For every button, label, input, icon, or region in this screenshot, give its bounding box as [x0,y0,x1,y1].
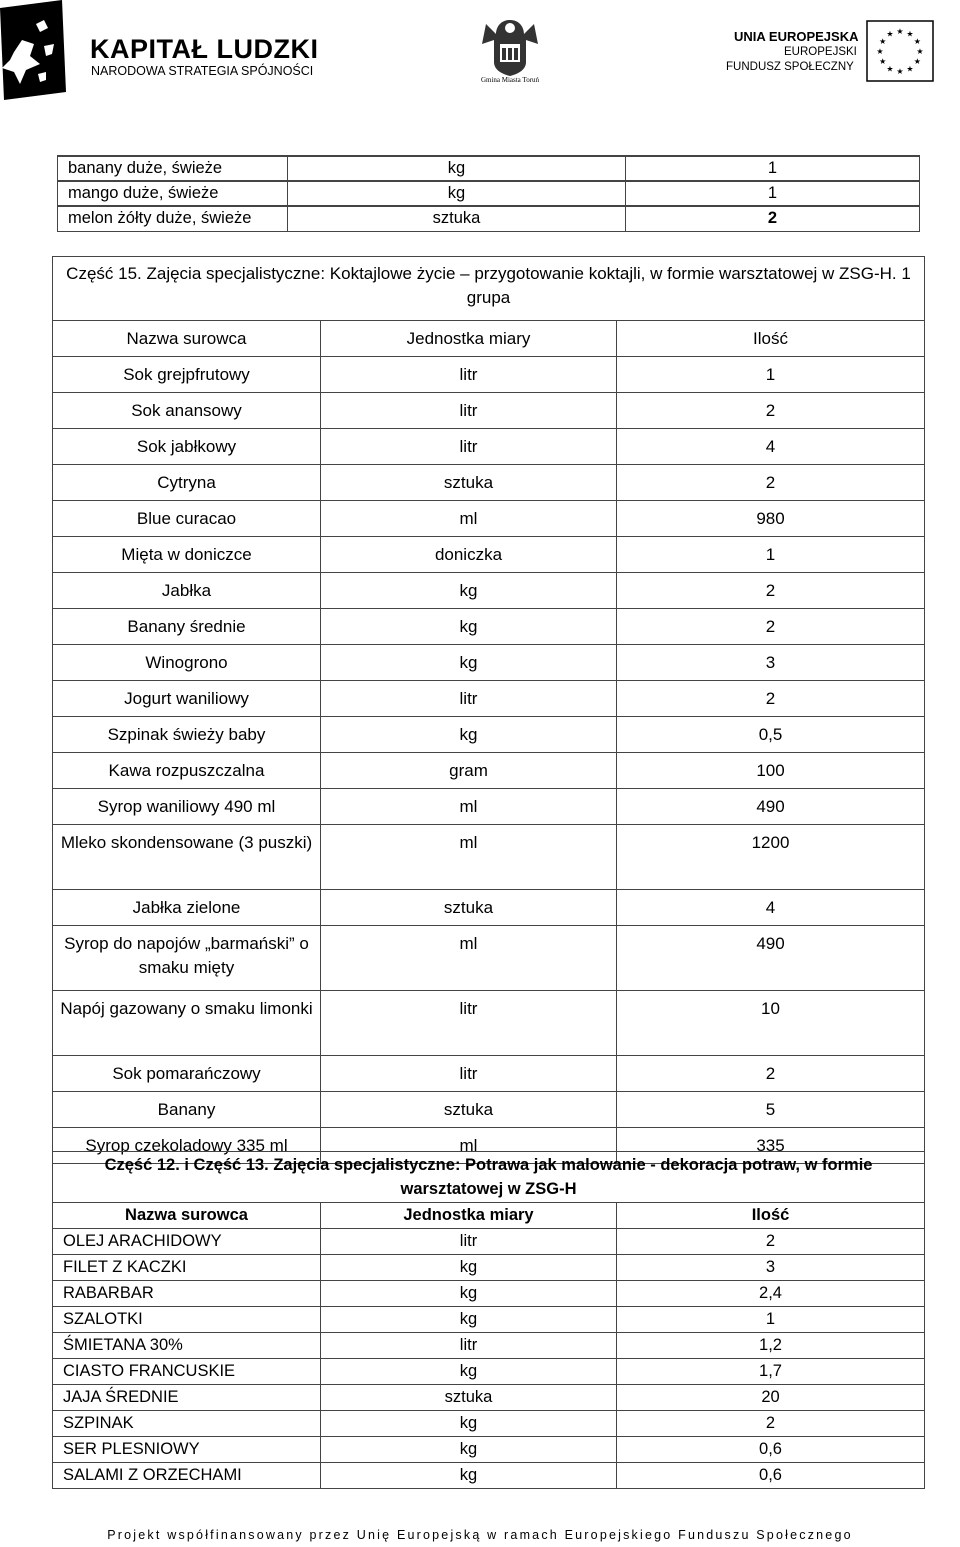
header-unit: Jednostka miary [321,1203,617,1229]
eu-star-icon: ★ [913,57,921,66]
ingredient-unit: litr [321,429,617,465]
ingredient-quantity: 1 [617,357,925,393]
kapital-ludzki-logo [0,0,319,100]
ingredient-unit: kg [321,1307,617,1333]
ingredient-name: CIASTO FRANCUSKIE [53,1359,321,1385]
ingredient-unit: sztuka [321,1092,617,1128]
ingredient-name: Sok jabłkowy [53,429,321,465]
ingredient-unit: ml [321,501,617,537]
ingredient-unit: kg [288,156,626,181]
table-row [53,537,925,573]
ingredient-name: Kawa rozpuszczalna [53,753,321,789]
table-row [53,825,925,890]
ingredient-quantity: 0,5 [617,717,925,753]
ingredient-unit: kg [321,573,617,609]
ingredient-name: Mięta w doniczce [53,537,321,573]
food-decoration-workshop-table [52,1151,925,1489]
ingredient-unit: kg [321,1359,617,1385]
ingredient-name: Sok anansowy [53,393,321,429]
table-row [53,573,925,609]
eu-star-icon: ★ [896,27,904,36]
ingredient-unit: kg [321,1463,617,1489]
ingredient-quantity: 5 [617,1092,925,1128]
ingredient-unit: ml [321,1128,617,1164]
table-row [53,1411,925,1437]
table-row [53,1255,925,1281]
ingredient-name: Szpinak świeży baby [53,717,321,753]
eu-star-icon: ★ [913,37,921,46]
ingredient-quantity: 2 [617,1056,925,1092]
eu-logo-line2: EUROPEJSKI [784,46,857,58]
ingredient-name: Banany średnie [53,609,321,645]
eu-star-icon: ★ [896,67,904,76]
page-footer: Projekt współfinansowany przez Unię Europejską w ramach Europejskiego Funduszu Społecznego [107,1528,853,1542]
table-row [53,753,925,789]
header-name: Nazwa surowca [53,321,321,357]
table-row [53,1056,925,1092]
ingredient-name: Napój gazowany o smaku limonki [53,991,321,1056]
table-row [53,465,925,501]
ingredient-quantity: 980 [617,501,925,537]
ingredient-quantity: 100 [617,753,925,789]
ingredient-unit: gram [321,753,617,789]
ingredient-quantity: 1 [617,537,925,573]
ingredient-quantity: 2 [617,1411,925,1437]
table-row [53,1385,925,1411]
table-row [53,1463,925,1489]
torun-caption: Gmina Miasta Toruń [480,76,540,84]
ingredient-quantity: 4 [617,890,925,926]
ingredient-unit: sztuka [321,465,617,501]
cocktail-workshop-title: Część 15. Zajęcia specjalistyczne: Koktajlowe życie – przygotowanie koktajli, w formie warsztatowej w ZSG-H. 1 grupa [53,257,925,321]
ingredient-unit: litr [321,357,617,393]
ingredient-unit: kg [321,609,617,645]
food-decoration-workshop-title: Część 12. i Część 13. Zajęcia specjalistyczne: Potrawa jak malowanie - dekoracja potraw, w formie warsztatowej w ZSG-H [53,1152,925,1203]
table-row [53,393,925,429]
ingredient-name: Syrop waniliowy 490 ml [53,789,321,825]
eu-star-icon: ★ [879,57,887,66]
eu-star-icon: ★ [886,29,894,39]
ingredient-name: OLEJ ARACHIDOWY [53,1229,321,1255]
ingredient-unit: kg [321,645,617,681]
eu-logo [726,20,960,90]
ingredient-quantity: 1,7 [617,1359,925,1385]
ingredients-table-continued [57,155,920,232]
header-unit: Jednostka miary [321,321,617,357]
page-header [0,0,960,110]
ingredient-quantity: 0,6 [617,1463,925,1489]
eu-star-icon: ★ [879,37,887,46]
table-row [53,501,925,537]
ingredient-quantity: 10 [617,991,925,1056]
table-row [53,789,925,825]
ingredient-unit: litr [321,991,617,1056]
ingredient-quantity: 3 [617,1255,925,1281]
ingredient-unit: sztuka [321,890,617,926]
kapital-ludzki-subtitle: NARODOWA STRATEGIA SPÓJNOŚCI [91,64,314,78]
ingredient-quantity: 335 [617,1128,925,1164]
eu-flag-icon [866,20,934,82]
ingredient-quantity: 1,2 [617,1333,925,1359]
eu-star-icon: ★ [886,64,894,74]
kapital-ludzki-emblem-icon [0,0,80,100]
table-row [53,609,925,645]
table-row [53,1229,925,1255]
ingredient-unit: kg [288,181,626,206]
eu-logo-line3: FUNDUSZ SPOŁECZNY [726,61,854,73]
table-row [53,429,925,465]
header-quantity: Ilość [617,321,925,357]
ingredient-name: Sok grejpfrutowy [53,357,321,393]
ingredient-unit: litr [321,681,617,717]
eu-star-icon: ★ [876,47,884,56]
table-row [53,926,925,991]
angel-coat-of-arms-icon [478,14,542,78]
ingredient-quantity: 1200 [617,825,925,890]
table-row [58,156,920,181]
ingredient-name: SZALOTKI [53,1307,321,1333]
table-row [53,1437,925,1463]
ingredient-quantity: 2 [626,206,920,231]
eu-star-icon: ★ [906,64,914,74]
ingredient-name: Syrop do napojów „barmański” o smaku mięty [53,926,321,991]
ingredient-name: Syrop czekoladowy 335 ml [53,1128,321,1164]
ingredient-quantity: 4 [617,429,925,465]
table-row [53,645,925,681]
table-row [58,181,920,206]
table-row [53,1333,925,1359]
ingredient-name: Blue curacao [53,501,321,537]
table-row [53,1092,925,1128]
ingredient-quantity: 2,4 [617,1281,925,1307]
ingredient-name: RABARBAR [53,1281,321,1307]
ingredient-name: Sok pomarańczowy [53,1056,321,1092]
ingredient-quantity: 3 [617,645,925,681]
ingredient-quantity: 490 [617,789,925,825]
table-row [58,206,920,231]
table-row [53,681,925,717]
ingredient-name: Mleko skondensowane (3 puszki) [53,825,321,890]
ingredient-name: Jabłka [53,573,321,609]
table-row [53,1307,925,1333]
ingredient-quantity: 2 [617,1229,925,1255]
ingredient-unit: ml [321,926,617,991]
ingredient-unit: kg [321,1411,617,1437]
ingredient-unit: kg [321,1437,617,1463]
table-row [53,991,925,1056]
ingredient-unit: litr [321,393,617,429]
ingredient-quantity: 2 [617,393,925,429]
ingredient-name: mango duże, świeże [58,181,288,206]
table-row [53,717,925,753]
ingredient-unit: sztuka [321,1385,617,1411]
table-row [53,357,925,393]
ingredient-quantity: 0,6 [617,1437,925,1463]
ingredient-unit: litr [321,1056,617,1092]
ingredient-name: Banany [53,1092,321,1128]
ingredient-quantity: 1 [626,156,920,181]
eu-logo-line1: UNIA EUROPEJSKA [734,29,859,44]
ingredient-name: banany duże, świeże [58,156,288,181]
ingredient-quantity: 20 [617,1385,925,1411]
eu-star-icon: ★ [916,47,924,56]
ingredient-quantity: 2 [617,681,925,717]
ingredient-quantity: 2 [617,609,925,645]
ingredient-name: Winogrono [53,645,321,681]
eu-star-icon: ★ [906,29,914,39]
ingredient-name: SZPINAK [53,1411,321,1437]
ingredient-unit: ml [321,789,617,825]
ingredient-quantity: 2 [617,465,925,501]
ingredient-name: Jabłka zielone [53,890,321,926]
ingredient-quantity: 490 [617,926,925,991]
ingredient-unit: litr [321,1333,617,1359]
ingredient-name: FILET Z KACZKI [53,1255,321,1281]
table-row [53,1359,925,1385]
header-name: Nazwa surowca [53,1203,321,1229]
ingredient-name: ŚMIETANA 30% [53,1333,321,1359]
ingredient-unit: doniczka [321,537,617,573]
ingredient-unit: sztuka [288,206,626,231]
kapital-ludzki-title: KAPITAŁ LUDZKI [90,34,319,64]
ingredient-name: SALAMI Z ORZECHAMI [53,1463,321,1489]
ingredient-unit: kg [321,1255,617,1281]
ingredient-unit: ml [321,825,617,890]
ingredient-name: JAJA ŚREDNIE [53,1385,321,1411]
ingredient-unit: kg [321,1281,617,1307]
table-row [53,890,925,926]
ingredient-name: Cytryna [53,465,321,501]
ingredient-name: SER PLESNIOWY [53,1437,321,1463]
cocktail-workshop-table [52,256,925,1164]
ingredient-quantity: 1 [626,181,920,206]
table-row [53,1281,925,1307]
ingredient-name: melon żółty duże, świeże [58,206,288,231]
ingredient-unit: kg [321,717,617,753]
ingredient-name: Jogurt waniliowy [53,681,321,717]
ingredient-unit: litr [321,1229,617,1255]
ingredient-quantity: 2 [617,573,925,609]
header-quantity: Ilość [617,1203,925,1229]
ingredient-quantity: 1 [617,1307,925,1333]
